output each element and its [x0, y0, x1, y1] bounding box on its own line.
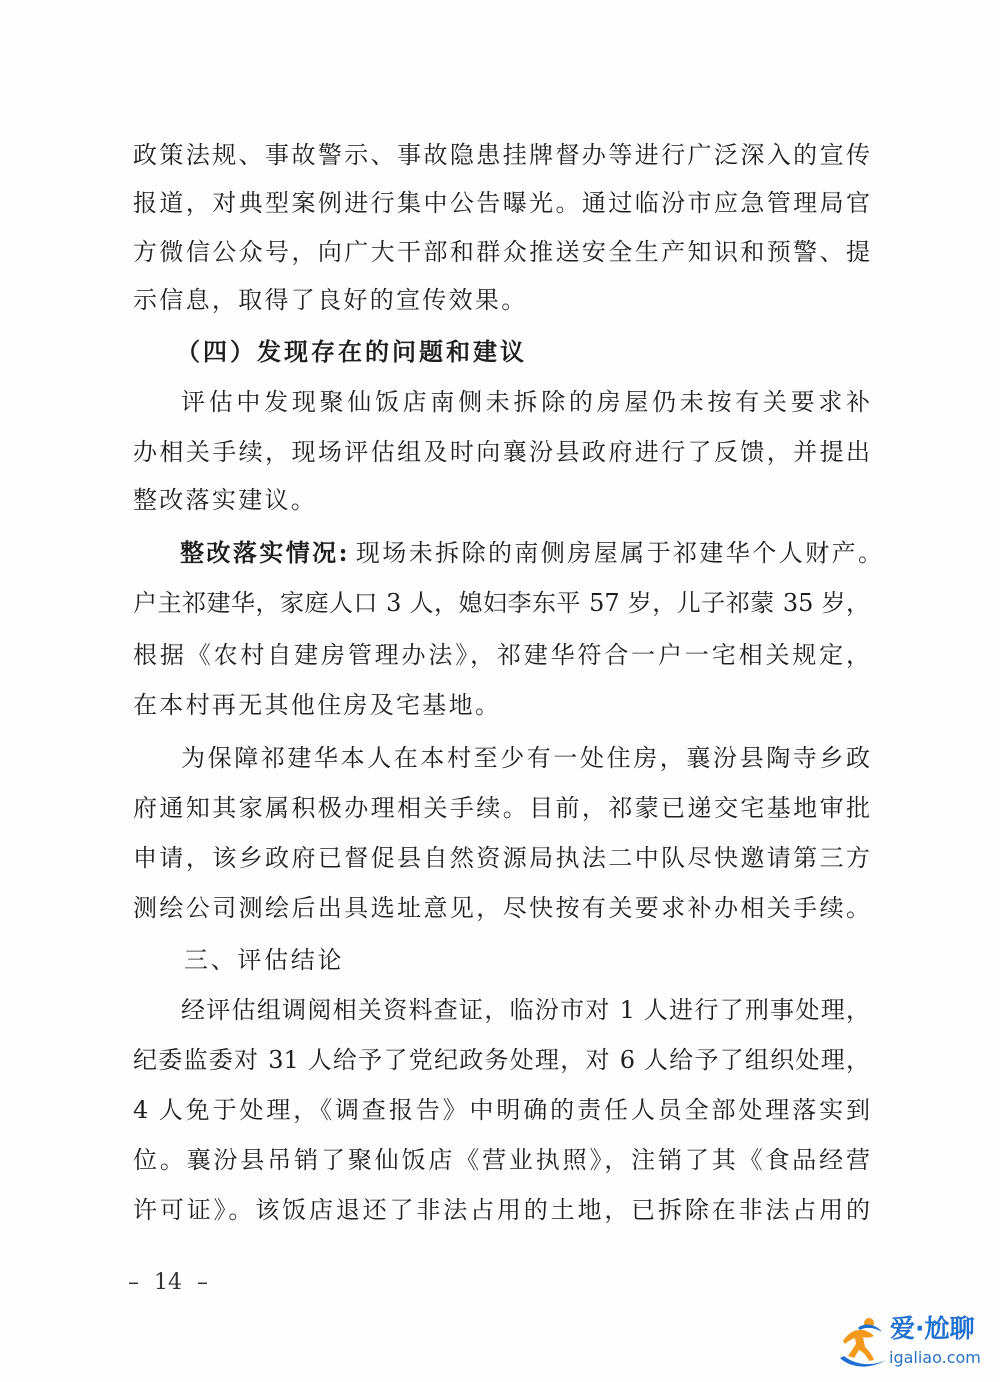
section-heading-4: （四）发现存在的问题和建议 — [176, 337, 527, 366]
rectification-line-1-text: 现场未拆除的南侧房屋属于祁建华个人财产。 — [353, 539, 883, 567]
paragraph-5-line-4: 位。襄汾县吊销了聚仙饭店《营业执照》，注销了其《食品经营 — [133, 1146, 870, 1174]
rectification-line-2: 户主祁建华，家庭人口 3 人，媳妇李东平 57 岁，儿子祁蒙 35 岁， — [133, 589, 870, 617]
paragraph-5-line-3: 4 人免于处理，《调查报告》中明确的责任人员全部处理落实到 — [133, 1096, 870, 1124]
rectification-line-1 — [180, 537, 882, 569]
paragraph-1-line-1: 政策法规、事故警示、事故隐患挂牌督办等进行广泛深入的宣传 — [133, 141, 870, 169]
paragraph-4-line-3: 申请，该乡政府已督促县自然资源局执法二中队尽快邀请第三方 — [133, 844, 870, 872]
paragraph-4-line-4: 测绘公司测绘后出具选址意见，尽快按有关要求补办相关手续。 — [133, 894, 870, 922]
rectification-line-3: 根据《农村自建房管理办法》，祁建华符合一户一宅相关规定， — [133, 641, 870, 669]
paragraph-5-line-2: 纪委监委对 31 人给予了党纪政务处理，对 6 人给予了组织处理， — [133, 1046, 870, 1074]
runner-logo-icon — [838, 1314, 888, 1370]
paragraph-2-line-2: 办相关手续，现场评估组及时向襄汾县政府进行了反馈，并提出 — [133, 438, 870, 466]
watermark-brand: 爱·尬聊 — [890, 1314, 975, 1343]
paragraph-4-line-1: 为保障祁建华本人在本村至少有一处住房，襄汾县陶寺乡政 — [181, 744, 870, 772]
paragraph-1-line-4: 示信息，取得了良好的宣传效果。 — [133, 286, 528, 314]
watermark-site: igaliao.com — [889, 1348, 981, 1367]
paragraph-5-line-1: 经评估组调阅相关资料查证，临汾市对 1 人进行了刑事处理， — [181, 996, 870, 1024]
paragraph-1-line-3: 方微信公众号，向广大干部和群众推送安全生产知识和预警、提 — [133, 238, 870, 266]
rectification-line-4: 在本村再无其他住房及宅基地。 — [133, 691, 502, 719]
paragraph-4-line-2: 府通知其家属积极办理相关手续。目前，祁蒙已递交宅基地审批 — [133, 794, 870, 822]
paragraph-2-line-1: 评估中发现聚仙饭店南侧未拆除的房屋仍未按有关要求补 — [181, 388, 870, 416]
rectification-label: 整改落实情况: — [180, 538, 348, 567]
paragraph-5-line-5: 许可证》。该饭店退还了非法占用的土地，已拆除在非法占用的 — [133, 1196, 870, 1224]
page-number: – 14 – — [128, 1270, 208, 1295]
section-heading-3: 三、评估结论 — [184, 946, 345, 974]
paragraph-2-line-3: 整改落实建议。 — [133, 486, 318, 514]
paragraph-1-line-2: 报道，对典型案例进行集中公告曝光。通过临汾市应急管理局官 — [133, 189, 870, 217]
